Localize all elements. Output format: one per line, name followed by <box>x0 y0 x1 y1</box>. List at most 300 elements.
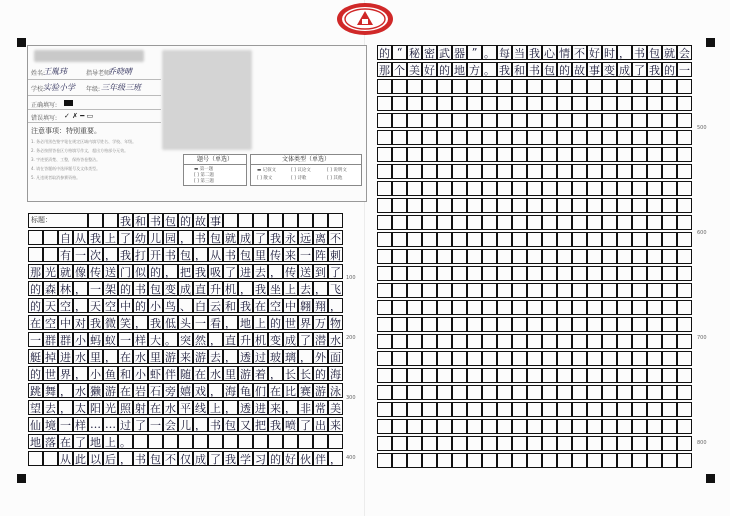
grid-cell[interactable]: 空 <box>270 299 281 313</box>
grid-cell[interactable]: 情 <box>559 46 570 60</box>
grid-cell[interactable] <box>497 164 512 179</box>
grid-cell[interactable]: ， <box>195 418 206 432</box>
grid-cell[interactable] <box>557 453 572 468</box>
grid-cell[interactable] <box>542 368 557 383</box>
grid-cell[interactable] <box>647 164 662 179</box>
grid-cell[interactable] <box>268 213 283 228</box>
grid-cell[interactable]: 自 <box>60 231 71 245</box>
grid-cell[interactable] <box>557 164 572 179</box>
grid-cell[interactable]: 成 <box>619 63 630 77</box>
grid-cell[interactable] <box>662 113 677 128</box>
grid-cell[interactable] <box>497 283 512 298</box>
grid-cell[interactable]: 掉 <box>45 350 56 364</box>
grid-cell[interactable]: 机 <box>255 333 266 347</box>
grid-cell[interactable] <box>647 402 662 417</box>
grid-cell[interactable] <box>452 385 467 400</box>
grid-cell[interactable] <box>392 181 407 196</box>
grid-cell[interactable]: 一 <box>75 248 86 262</box>
grid-cell[interactable]: 鸟 <box>165 299 176 313</box>
grid-cell[interactable]: 我 <box>90 316 101 330</box>
grid-cell[interactable] <box>407 130 422 145</box>
grid-cell[interactable]: 架 <box>105 282 116 296</box>
grid-cell[interactable] <box>542 198 557 213</box>
grid-cell[interactable] <box>407 164 422 179</box>
grid-cell[interactable] <box>542 249 557 264</box>
grid-cell[interactable] <box>497 368 512 383</box>
grid-cell[interactable]: 样 <box>75 418 86 432</box>
grid-cell[interactable] <box>587 147 602 162</box>
grid-cell[interactable]: 了 <box>300 333 311 347</box>
grid-cell[interactable]: 包 <box>180 248 191 262</box>
grid-cell[interactable] <box>632 147 647 162</box>
grid-cell[interactable] <box>452 181 467 196</box>
grid-cell[interactable] <box>647 249 662 264</box>
grid-cell[interactable] <box>572 385 587 400</box>
grid-cell[interactable]: 我 <box>195 265 206 279</box>
grid-cell[interactable] <box>587 130 602 145</box>
grid-cell[interactable] <box>497 198 512 213</box>
grid-cell[interactable]: 吸 <box>210 265 221 279</box>
grid-cell[interactable] <box>497 79 512 94</box>
grid-cell[interactable]: ， <box>195 248 206 262</box>
grid-cell[interactable] <box>527 419 542 434</box>
topic-option[interactable]: [ ] 第三题 <box>194 179 214 184</box>
grid-cell[interactable] <box>572 300 587 315</box>
grid-cell[interactable]: 一 <box>30 333 41 347</box>
grid-cell[interactable] <box>467 266 482 281</box>
grid-cell[interactable] <box>422 198 437 213</box>
grid-cell[interactable] <box>298 434 313 449</box>
grid-cell[interactable] <box>43 451 58 466</box>
grid-cell[interactable]: 森 <box>45 282 56 296</box>
grid-cell[interactable]: 中 <box>120 299 131 313</box>
grid-cell[interactable] <box>437 215 452 230</box>
grid-cell[interactable]: 比 <box>285 384 296 398</box>
grid-cell[interactable] <box>392 215 407 230</box>
grid-cell[interactable] <box>662 385 677 400</box>
grid-cell[interactable]: 长 <box>285 367 296 381</box>
grid-cell[interactable]: 里 <box>150 350 161 364</box>
grid-cell[interactable] <box>422 419 437 434</box>
grid-cell[interactable] <box>377 181 392 196</box>
grid-cell[interactable] <box>482 147 497 162</box>
grid-cell[interactable] <box>557 147 572 162</box>
grid-cell[interactable] <box>512 215 527 230</box>
grid-cell[interactable] <box>557 181 572 196</box>
grid-cell[interactable] <box>587 198 602 213</box>
grid-cell[interactable]: 空 <box>60 299 71 313</box>
grid-cell[interactable]: ， <box>330 299 341 313</box>
grid-cell[interactable] <box>572 402 587 417</box>
grid-cell[interactable] <box>392 96 407 111</box>
grid-cell[interactable] <box>527 232 542 247</box>
grid-cell[interactable]: 一 <box>679 63 690 77</box>
grid-cell[interactable] <box>662 266 677 281</box>
grid-cell[interactable]: 小 <box>90 367 101 381</box>
grid-cell[interactable] <box>662 215 677 230</box>
grid-cell[interactable] <box>437 164 452 179</box>
grid-cell[interactable] <box>437 198 452 213</box>
grid-cell[interactable] <box>497 351 512 366</box>
grid-cell[interactable]: 上 <box>105 435 116 449</box>
grid-cell[interactable]: 次 <box>90 248 101 262</box>
grid-cell[interactable] <box>467 232 482 247</box>
grid-cell[interactable] <box>452 130 467 145</box>
grid-cell[interactable] <box>407 385 422 400</box>
grid-cell[interactable] <box>452 436 467 451</box>
grid-cell[interactable] <box>512 96 527 111</box>
grid-cell[interactable] <box>542 130 557 145</box>
grid-cell[interactable] <box>512 113 527 128</box>
grid-cell[interactable] <box>527 130 542 145</box>
grid-cell[interactable] <box>617 266 632 281</box>
grid-cell[interactable]: 武 <box>439 46 450 60</box>
grid-cell[interactable]: 当 <box>514 46 525 60</box>
grid-cell[interactable]: 赛 <box>300 384 311 398</box>
grid-cell[interactable]: 外 <box>315 350 326 364</box>
grid-cell[interactable] <box>482 402 497 417</box>
grid-cell[interactable] <box>527 334 542 349</box>
grid-cell[interactable] <box>587 249 602 264</box>
grid-cell[interactable] <box>407 300 422 315</box>
grid-cell[interactable] <box>377 402 392 417</box>
grid-cell[interactable] <box>572 113 587 128</box>
grid-cell[interactable] <box>632 368 647 383</box>
grid-cell[interactable]: 机 <box>225 282 236 296</box>
grid-cell[interactable]: 刺 <box>330 248 341 262</box>
grid-cell[interactable]: 面 <box>330 350 341 364</box>
grid-cell[interactable] <box>223 213 238 228</box>
grid-cell[interactable] <box>617 334 632 349</box>
grid-cell[interactable]: 像 <box>75 265 86 279</box>
grid-cell[interactable]: 的 <box>30 367 41 381</box>
grid-cell[interactable]: 书 <box>225 248 236 262</box>
grid-cell[interactable] <box>283 434 298 449</box>
grid-cell[interactable] <box>617 130 632 145</box>
grid-cell[interactable]: 了 <box>300 418 311 432</box>
grid-cell[interactable]: 幼 <box>135 231 146 245</box>
grid-cell[interactable] <box>512 317 527 332</box>
grid-cell[interactable] <box>602 334 617 349</box>
grid-cell[interactable] <box>392 402 407 417</box>
grid-cell[interactable] <box>647 232 662 247</box>
grid-cell[interactable]: 门 <box>120 265 131 279</box>
grid-cell[interactable] <box>313 434 328 449</box>
grid-cell[interactable] <box>572 283 587 298</box>
grid-cell[interactable] <box>482 79 497 94</box>
grid-cell[interactable]: ， <box>180 231 191 245</box>
grid-cell[interactable]: 似 <box>135 265 146 279</box>
grid-cell[interactable]: 海 <box>225 384 236 398</box>
grid-cell[interactable]: 以 <box>90 452 101 466</box>
grid-cell[interactable]: 境 <box>45 418 56 432</box>
grid-cell[interactable]: 跳 <box>30 384 41 398</box>
grid-cell[interactable]: 群 <box>60 333 71 347</box>
grid-cell[interactable]: 水 <box>135 350 146 364</box>
grid-cell[interactable] <box>587 300 602 315</box>
grid-cell[interactable] <box>527 113 542 128</box>
grid-cell[interactable]: 那 <box>379 63 390 77</box>
grid-cell[interactable]: 直 <box>195 282 206 296</box>
grid-cell[interactable] <box>512 436 527 451</box>
grid-cell[interactable]: 不 <box>330 231 341 245</box>
grid-cell[interactable]: 平 <box>180 401 191 415</box>
grid-cell[interactable]: 蚂 <box>90 333 101 347</box>
grid-cell[interactable]: 地 <box>240 316 251 330</box>
grid-cell[interactable] <box>602 215 617 230</box>
grid-cell[interactable] <box>253 434 268 449</box>
grid-cell[interactable]: 我 <box>240 299 251 313</box>
grid-cell[interactable] <box>407 266 422 281</box>
grid-cell[interactable] <box>557 436 572 451</box>
grid-cell[interactable] <box>452 453 467 468</box>
grid-cell[interactable]: 我 <box>270 418 281 432</box>
grid-cell[interactable] <box>512 334 527 349</box>
grid-cell[interactable]: ， <box>135 316 146 330</box>
grid-cell[interactable] <box>407 96 422 111</box>
grid-cell[interactable] <box>527 79 542 94</box>
grid-cell[interactable] <box>467 368 482 383</box>
grid-cell[interactable] <box>512 385 527 400</box>
grid-cell[interactable] <box>617 147 632 162</box>
grid-cell[interactable]: 器 <box>454 46 465 60</box>
grid-cell[interactable] <box>133 434 148 449</box>
grid-cell[interactable] <box>662 317 677 332</box>
grid-cell[interactable]: 过 <box>120 418 131 432</box>
grid-cell[interactable] <box>662 147 677 162</box>
grid-cell[interactable] <box>662 283 677 298</box>
grid-cell[interactable] <box>392 266 407 281</box>
grid-cell[interactable]: 园 <box>165 231 176 245</box>
grid-cell[interactable] <box>467 130 482 145</box>
grid-cell[interactable] <box>482 198 497 213</box>
grid-cell[interactable] <box>662 198 677 213</box>
grid-cell[interactable]: 把 <box>255 418 266 432</box>
grid-cell[interactable] <box>647 215 662 230</box>
grid-cell[interactable] <box>422 113 437 128</box>
grid-cell[interactable] <box>662 453 677 468</box>
grid-cell[interactable] <box>632 249 647 264</box>
grid-cell[interactable]: 样 <box>135 333 146 347</box>
grid-cell[interactable] <box>467 79 482 94</box>
grid-cell[interactable]: 打 <box>135 248 146 262</box>
grid-cell[interactable]: 天 <box>45 299 56 313</box>
grid-cell[interactable]: 事 <box>589 63 600 77</box>
grid-cell[interactable]: 的 <box>379 46 390 60</box>
grid-cell[interactable] <box>677 79 692 94</box>
grid-cell[interactable] <box>647 96 662 111</box>
grid-cell[interactable]: 玻 <box>270 350 281 364</box>
grid-cell[interactable]: 进 <box>240 265 251 279</box>
grid-cell[interactable]: 离 <box>315 231 326 245</box>
grid-cell[interactable]: 密 <box>424 46 435 60</box>
grid-cell[interactable] <box>392 232 407 247</box>
grid-cell[interactable] <box>587 181 602 196</box>
grid-cell[interactable]: 在 <box>270 384 281 398</box>
grid-cell[interactable] <box>422 436 437 451</box>
grid-cell[interactable] <box>542 113 557 128</box>
grid-cell[interactable] <box>392 436 407 451</box>
grid-cell[interactable] <box>392 79 407 94</box>
grid-cell[interactable]: 我 <box>150 316 161 330</box>
grid-cell[interactable] <box>647 300 662 315</box>
grid-cell[interactable]: 的 <box>120 282 131 296</box>
grid-cell[interactable]: 书 <box>529 63 540 77</box>
grid-cell[interactable] <box>632 453 647 468</box>
grid-cell[interactable] <box>437 402 452 417</box>
grid-cell[interactable] <box>617 402 632 417</box>
grid-cell[interactable]: 包 <box>240 248 251 262</box>
grid-cell[interactable] <box>527 300 542 315</box>
grid-cell[interactable] <box>602 402 617 417</box>
grid-cell[interactable] <box>512 351 527 366</box>
grid-cell[interactable]: 成 <box>195 452 206 466</box>
grid-cell[interactable]: 在 <box>120 384 131 398</box>
grid-cell[interactable]: 那 <box>30 265 41 279</box>
grid-cell[interactable]: 微 <box>105 316 116 330</box>
grid-cell[interactable] <box>527 266 542 281</box>
grid-cell[interactable]: ， <box>105 248 116 262</box>
grid-cell[interactable] <box>602 198 617 213</box>
grid-cell[interactable] <box>223 434 238 449</box>
grid-cell[interactable] <box>632 402 647 417</box>
topic-option[interactable]: [ ] 第二题 <box>194 173 214 178</box>
grid-cell[interactable] <box>677 300 692 315</box>
grid-cell[interactable]: 中 <box>285 299 296 313</box>
grid-cell[interactable] <box>208 434 223 449</box>
grid-cell[interactable]: 仅 <box>180 452 191 466</box>
grid-cell[interactable] <box>557 79 572 94</box>
grid-cell[interactable] <box>677 351 692 366</box>
grid-cell[interactable]: 翱 <box>300 299 311 313</box>
grid-cell[interactable]: 小 <box>135 367 146 381</box>
grid-cell[interactable]: 一 <box>195 316 206 330</box>
grid-cell[interactable] <box>602 385 617 400</box>
grid-cell[interactable]: 岩 <box>135 384 146 398</box>
grid-cell[interactable] <box>422 96 437 111</box>
grid-cell[interactable] <box>467 181 482 196</box>
grid-cell[interactable] <box>632 300 647 315</box>
grid-cell[interactable]: 小 <box>150 299 161 313</box>
grid-cell[interactable]: 成 <box>180 282 191 296</box>
grid-cell[interactable] <box>392 351 407 366</box>
grid-cell[interactable] <box>587 266 602 281</box>
grid-cell[interactable]: 地 <box>454 63 465 77</box>
grid-cell[interactable]: 世 <box>45 367 56 381</box>
grid-cell[interactable] <box>467 113 482 128</box>
grid-cell[interactable]: 阵 <box>315 248 326 262</box>
grid-cell[interactable] <box>482 283 497 298</box>
grid-cell[interactable]: 我 <box>499 63 510 77</box>
grid-cell[interactable] <box>572 79 587 94</box>
grid-cell[interactable] <box>527 351 542 366</box>
grid-cell[interactable] <box>377 266 392 281</box>
grid-cell[interactable]: 一 <box>300 248 311 262</box>
grid-cell[interactable]: 飞 <box>330 282 341 296</box>
grid-cell[interactable] <box>617 351 632 366</box>
grid-cell[interactable] <box>377 113 392 128</box>
grid-cell[interactable] <box>647 113 662 128</box>
grid-cell[interactable] <box>437 249 452 264</box>
grid-cell[interactable]: 地 <box>30 435 41 449</box>
grid-cell[interactable]: 光 <box>105 401 116 415</box>
grid-cell[interactable] <box>407 351 422 366</box>
grid-cell[interactable]: 又 <box>240 418 251 432</box>
grid-cell[interactable]: ， <box>60 401 71 415</box>
grid-cell[interactable]: 不 <box>574 46 585 60</box>
grid-cell[interactable] <box>482 164 497 179</box>
grid-cell[interactable] <box>617 232 632 247</box>
grid-cell[interactable]: 包 <box>649 46 660 60</box>
grid-cell[interactable] <box>527 96 542 111</box>
grid-cell[interactable] <box>482 351 497 366</box>
grid-cell[interactable] <box>43 247 58 262</box>
grid-cell[interactable]: 儿 <box>180 418 191 432</box>
grid-cell[interactable] <box>452 402 467 417</box>
grid-cell[interactable] <box>452 164 467 179</box>
grid-cell[interactable] <box>452 368 467 383</box>
grid-cell[interactable]: 出 <box>315 418 326 432</box>
grid-cell[interactable]: 书 <box>135 282 146 296</box>
grid-cell[interactable]: 一 <box>150 418 161 432</box>
grid-cell[interactable] <box>542 385 557 400</box>
grid-cell[interactable]: 在 <box>60 435 71 449</box>
grid-cell[interactable] <box>283 213 298 228</box>
grid-cell[interactable]: 空 <box>45 316 56 330</box>
grid-cell[interactable] <box>497 113 512 128</box>
grid-cell[interactable] <box>647 368 662 383</box>
grid-cell[interactable] <box>328 213 343 228</box>
grid-cell[interactable] <box>452 96 467 111</box>
grid-cell[interactable]: 不 <box>165 452 176 466</box>
grid-cell[interactable] <box>557 130 572 145</box>
grid-cell[interactable] <box>617 249 632 264</box>
grid-cell[interactable] <box>377 130 392 145</box>
grid-cell[interactable]: 进 <box>60 350 71 364</box>
grid-cell[interactable]: 石 <box>150 384 161 398</box>
grid-cell[interactable] <box>437 147 452 162</box>
grid-cell[interactable]: ， <box>270 367 281 381</box>
grid-cell[interactable] <box>677 181 692 196</box>
grid-cell[interactable]: 翔 <box>315 299 326 313</box>
grid-cell[interactable] <box>572 266 587 281</box>
grid-cell[interactable]: 美 <box>330 401 341 415</box>
grid-cell[interactable] <box>407 232 422 247</box>
grid-cell[interactable] <box>437 266 452 281</box>
grid-cell[interactable]: 每 <box>499 46 510 60</box>
grid-cell[interactable]: 透 <box>240 350 251 364</box>
grid-cell[interactable]: 事 <box>210 214 221 228</box>
grid-cell[interactable] <box>677 419 692 434</box>
grid-cell[interactable] <box>512 300 527 315</box>
genre-option[interactable]: [ ] 说明文 <box>327 168 347 173</box>
grid-cell[interactable] <box>467 419 482 434</box>
grid-cell[interactable] <box>617 164 632 179</box>
genre-option[interactable]: [ ] 议论文 <box>291 168 311 173</box>
grid-cell[interactable] <box>542 317 557 332</box>
grid-cell[interactable] <box>422 300 437 315</box>
grid-cell[interactable] <box>392 419 407 434</box>
grid-cell[interactable]: 世 <box>285 316 296 330</box>
grid-cell[interactable] <box>587 96 602 111</box>
grid-cell[interactable] <box>527 198 542 213</box>
grid-cell[interactable]: 和 <box>514 63 525 77</box>
grid-cell[interactable] <box>587 419 602 434</box>
grid-cell[interactable]: 望 <box>30 401 41 415</box>
grid-cell[interactable] <box>527 215 542 230</box>
grid-cell[interactable] <box>572 164 587 179</box>
grid-cell[interactable] <box>647 130 662 145</box>
